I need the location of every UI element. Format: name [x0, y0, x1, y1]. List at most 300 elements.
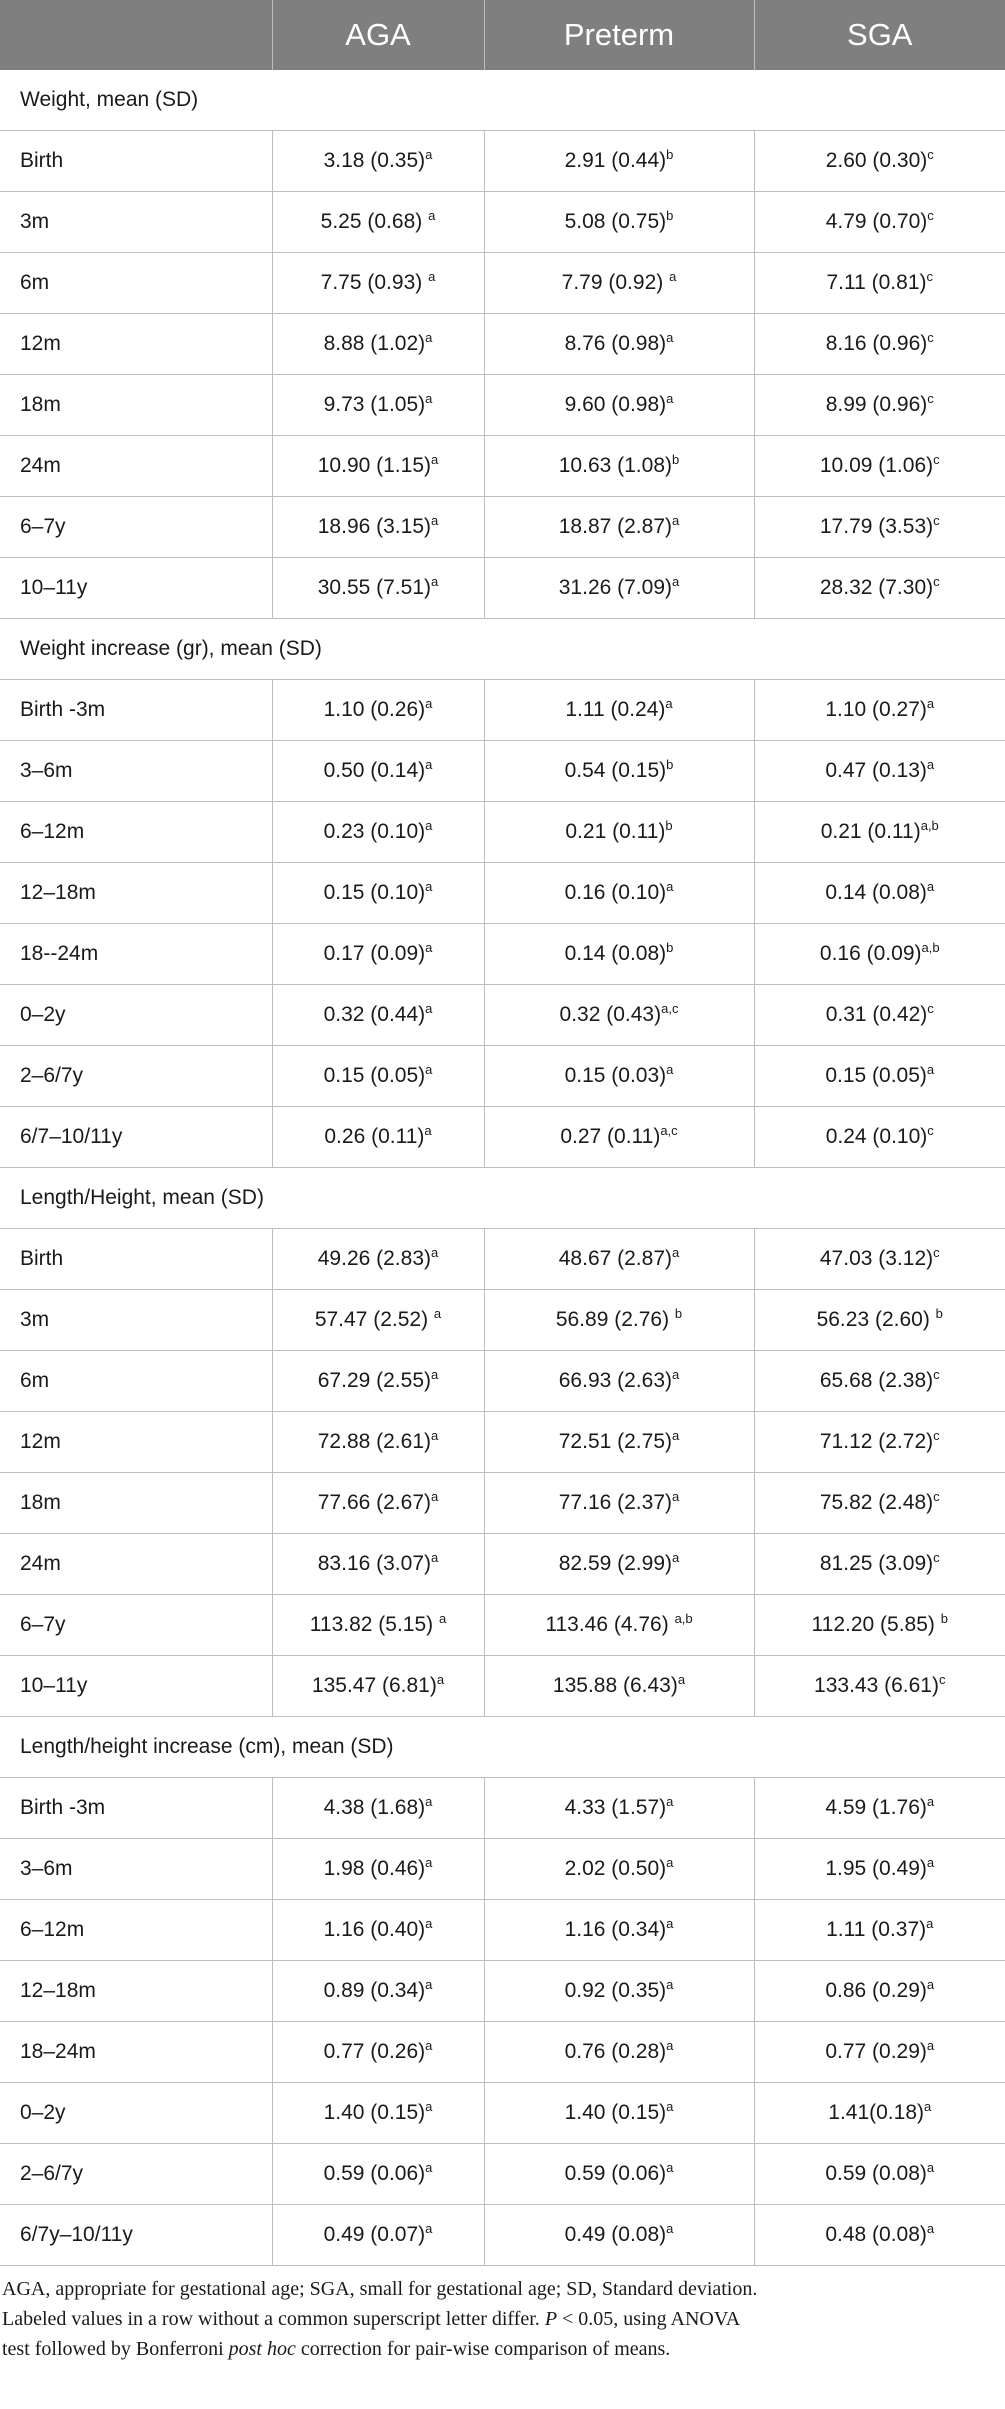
footnote-significance: Labeled values in a row without a common superscript letter differ. P < 0.05, using ANOVA [2, 2308, 741, 2330]
table-row [0, 985, 1005, 1046]
cell-superscript: c [933, 1367, 940, 1382]
cell-superscript: c [933, 1428, 940, 1443]
cell-value: 0.15 (0.10) [323, 881, 426, 904]
table-row [0, 680, 1005, 741]
cell-superscript: b [666, 208, 674, 223]
cell-value: 5.08 (0.75) [564, 210, 667, 233]
table-cell [484, 253, 754, 314]
table-row [0, 1778, 1005, 1839]
row-label: 18m [0, 1473, 272, 1534]
cell-value: 0.15 (0.03) [564, 1064, 667, 1087]
table-cell [272, 1595, 484, 1656]
cell-value: 4.59 (1.76) [825, 1796, 927, 1819]
cell-value: 82.59 (2.99) [558, 1552, 672, 1575]
cell-superscript: a [425, 147, 433, 162]
table-cell [484, 924, 754, 985]
cell-superscript: a [666, 391, 674, 406]
cell-superscript: a [425, 2099, 433, 2114]
cell-value: 47.03 (3.12) [819, 1247, 934, 1270]
cell-superscript: a [926, 2160, 935, 2175]
table-row [0, 924, 1005, 985]
cell-superscript: a [672, 1550, 680, 1565]
cell-value: 7.75 (0.93) [320, 271, 429, 294]
table-cell [272, 1351, 484, 1412]
cell-value: 65.68 (2.38) [819, 1369, 934, 1392]
cell-value: 0.27 (0.11) [560, 1125, 661, 1148]
table-cell [484, 1961, 754, 2022]
cell-superscript: a [666, 2160, 674, 2175]
table-cell [754, 2144, 1005, 2205]
cell-value: 1.10 (0.27) [825, 698, 927, 721]
cell-superscript: a [666, 330, 674, 345]
table-cell [484, 1107, 754, 1168]
row-label: Birth [0, 1229, 272, 1290]
cell-superscript: a [666, 1916, 674, 1931]
cell-value: 1.40 (0.15) [564, 2101, 667, 2124]
cell-value: 133.43 (6.61) [814, 1674, 939, 1697]
cell-value: 5.25 (0.68) [320, 210, 429, 233]
cell-value: 135.88 (6.43) [552, 1674, 678, 1697]
cell-value: 0.86 (0.29) [825, 1979, 927, 2002]
cell-value: 0.92 (0.35) [564, 1979, 667, 2002]
cell-value: 0.48 (0.08) [825, 2223, 927, 2246]
cell-value: 1.41(0.18) [828, 2101, 924, 2124]
cell-superscript: a [926, 1062, 935, 1077]
table-cell [754, 985, 1005, 1046]
table-cell [484, 1473, 754, 1534]
table-cell [484, 1839, 754, 1900]
cell-superscript: a [926, 1794, 935, 1809]
cell-value: 0.32 (0.44) [323, 1003, 426, 1026]
row-label: Birth -3m [0, 1778, 272, 1839]
row-label: 12–18m [0, 1961, 272, 2022]
cell-superscript: a [425, 1916, 433, 1931]
table-row [0, 192, 1005, 253]
cell-value: 0.59 (0.06) [564, 2162, 667, 2185]
table-cell [272, 253, 484, 314]
cell-superscript: a [433, 1306, 442, 1321]
table-cell [754, 1229, 1005, 1290]
cell-superscript: a [438, 1611, 447, 1626]
cell-value: 113.46 (4.76) [545, 1613, 675, 1636]
cell-value: 30.55 (7.51) [317, 576, 431, 599]
table-cell [272, 2083, 484, 2144]
table-cell [484, 1656, 754, 1717]
cell-superscript: a [677, 1672, 686, 1687]
cell-superscript: a [425, 2038, 433, 2053]
cell-superscript: b [940, 1611, 948, 1626]
row-label: 3m [0, 1290, 272, 1351]
cell-superscript: a [666, 1977, 674, 1992]
table-row [0, 2144, 1005, 2205]
table-cell [754, 924, 1005, 985]
cell-superscript: a [425, 1977, 433, 1992]
table-row [0, 741, 1005, 802]
header-aga: AGA [272, 0, 484, 70]
cell-value: 1.16 (0.40) [323, 1918, 426, 1941]
table-cell [754, 1778, 1005, 1839]
table-cell [484, 1900, 754, 1961]
table-cell [484, 1534, 754, 1595]
cell-superscript: c [926, 269, 933, 284]
table-cell [754, 558, 1005, 619]
cell-superscript: a [425, 1001, 433, 1016]
cell-superscript: a [666, 2221, 674, 2236]
cell-value: 9.73 (1.05) [323, 393, 426, 416]
table-cell [754, 1900, 1005, 1961]
cell-value: 66.93 (2.63) [558, 1369, 672, 1392]
cell-superscript: c [938, 1672, 946, 1687]
cell-value: 0.54 (0.15) [564, 759, 667, 782]
table-cell [272, 436, 484, 497]
table-cell [272, 1900, 484, 1961]
table-cell [754, 1595, 1005, 1656]
cell-value: 77.66 (2.67) [317, 1491, 431, 1514]
table-row [0, 1656, 1005, 1717]
table-cell [484, 436, 754, 497]
cell-superscript: c [933, 1245, 940, 1260]
cell-value: 9.60 (0.98) [564, 393, 667, 416]
row-label: 3m [0, 192, 272, 253]
cell-value: 112.20 (5.85) [811, 1613, 941, 1636]
row-label: 0–2y [0, 2083, 272, 2144]
table-cell [272, 1961, 484, 2022]
cell-value: 71.12 (2.72) [819, 1430, 934, 1453]
row-label: 6–7y [0, 1595, 272, 1656]
cell-superscript: a [431, 513, 439, 528]
cell-value: 0.77 (0.29) [825, 2040, 927, 2063]
row-label: 10–11y [0, 1656, 272, 1717]
table-cell [272, 924, 484, 985]
footnote-abbreviations: AGA, appropriate for gestational age; SGA, small for gestational age; SD, Standard deviation. [2, 2278, 758, 2300]
cell-value: 56.89 (2.76) [555, 1308, 675, 1331]
row-label: 18–24m [0, 2022, 272, 2083]
table-cell [484, 1351, 754, 1412]
cell-value: 0.16 (0.10) [564, 881, 667, 904]
cell-value: 0.59 (0.08) [825, 2162, 927, 2185]
table-cell [484, 741, 754, 802]
cell-superscript: a [431, 574, 439, 589]
cell-value: 0.47 (0.13) [825, 759, 927, 782]
cell-superscript: a [926, 696, 935, 711]
header-sga: SGA [754, 0, 1005, 70]
cell-superscript: a [926, 879, 935, 894]
table-cell [484, 1046, 754, 1107]
cell-superscript: a [425, 2160, 433, 2175]
cell-superscript: a,c [660, 1123, 678, 1138]
cell-superscript: a [431, 1489, 439, 1504]
cell-value: 0.24 (0.10) [825, 1125, 928, 1148]
cell-value: 56.23 (2.60) [816, 1308, 936, 1331]
cell-value: 18.96 (3.15) [317, 515, 431, 538]
cell-superscript: a [666, 2038, 674, 2053]
row-label: 0–2y [0, 985, 272, 1046]
table-cell [272, 131, 484, 192]
cell-value: 0.89 (0.34) [323, 1979, 426, 2002]
table-cell [484, 802, 754, 863]
cell-superscript: a [425, 330, 433, 345]
cell-value: 4.79 (0.70) [825, 210, 928, 233]
table-row [0, 1351, 1005, 1412]
table-cell [484, 2083, 754, 2144]
table-cell [484, 1290, 754, 1351]
table-cell [272, 985, 484, 1046]
table-cell [272, 497, 484, 558]
cell-superscript: a [672, 574, 680, 589]
cell-value: 0.32 (0.43) [559, 1003, 662, 1026]
row-label: 24m [0, 1534, 272, 1595]
table-cell [272, 802, 484, 863]
cell-superscript: c [927, 1001, 934, 1016]
row-label: 12–18m [0, 863, 272, 924]
table-cell [484, 375, 754, 436]
table-cell [484, 192, 754, 253]
cell-superscript: a [428, 269, 436, 284]
cell-superscript: a [428, 208, 436, 223]
table-cell [484, 680, 754, 741]
cell-value: 72.88 (2.61) [317, 1430, 431, 1453]
cell-superscript: c [927, 208, 934, 223]
row-label: 2–6/7y [0, 2144, 272, 2205]
cell-superscript: c [927, 391, 934, 406]
table-row [0, 802, 1005, 863]
table-body [0, 70, 1005, 2266]
cell-superscript: a [425, 1794, 433, 1809]
table-row [0, 1290, 1005, 1351]
section-row [0, 70, 1005, 131]
cell-value: 0.59 (0.06) [323, 2162, 426, 2185]
cell-value: 0.49 (0.08) [564, 2223, 667, 2246]
row-label: 18--24m [0, 924, 272, 985]
cell-value: 0.17 (0.09) [323, 942, 426, 965]
cell-value: 10.09 (1.06) [819, 454, 934, 477]
table-cell [272, 1229, 484, 1290]
table-cell [754, 1839, 1005, 1900]
table-row [0, 436, 1005, 497]
cell-superscript: c [933, 513, 940, 528]
table-cell [754, 1351, 1005, 1412]
cell-superscript: b [674, 1306, 683, 1321]
table-cell [754, 375, 1005, 436]
cell-value: 0.15 (0.05) [825, 1064, 927, 1087]
table-cell [754, 741, 1005, 802]
table-row [0, 1595, 1005, 1656]
cell-superscript: a [926, 1916, 934, 1931]
row-label: 3–6m [0, 741, 272, 802]
cell-superscript: a [425, 696, 433, 711]
cell-value: 72.51 (2.75) [558, 1430, 672, 1453]
table-cell [484, 314, 754, 375]
table-cell [272, 1107, 484, 1168]
cell-superscript: a [926, 2221, 935, 2236]
cell-value: 0.76 (0.28) [564, 2040, 667, 2063]
cell-superscript: a [425, 391, 433, 406]
table-cell [272, 1412, 484, 1473]
cell-value: 1.10 (0.26) [323, 698, 426, 721]
cell-value: 135.47 (6.81) [311, 1674, 437, 1697]
table-cell [484, 497, 754, 558]
table-cell [754, 2022, 1005, 2083]
row-label: 6m [0, 1351, 272, 1412]
table-cell [272, 1473, 484, 1534]
table-row [0, 1412, 1005, 1473]
table-row [0, 253, 1005, 314]
table-cell [754, 680, 1005, 741]
table-cell [754, 314, 1005, 375]
cell-superscript: a [425, 1062, 433, 1077]
cell-superscript: c [933, 1489, 940, 1504]
cell-value: 0.49 (0.07) [323, 2223, 426, 2246]
cell-value: 10.90 (1.15) [317, 454, 431, 477]
cell-superscript: a [672, 1245, 680, 1260]
cell-superscript: a [666, 879, 674, 894]
cell-value: 8.88 (1.02) [323, 332, 426, 355]
cell-value: 0.15 (0.05) [323, 1064, 426, 1087]
header-preterm: Preterm [484, 0, 754, 70]
row-label: 6–12m [0, 802, 272, 863]
table-row [0, 131, 1005, 192]
cell-superscript: a [672, 1367, 680, 1382]
cell-value: 4.33 (1.57) [564, 1796, 667, 1819]
table-cell [484, 985, 754, 1046]
cell-value: 31.26 (7.09) [558, 576, 672, 599]
table-cell [754, 1473, 1005, 1534]
table-row [0, 558, 1005, 619]
cell-superscript: c [927, 1123, 934, 1138]
cell-value: 1.98 (0.46) [323, 1857, 426, 1880]
table-row [0, 375, 1005, 436]
table-row [0, 2022, 1005, 2083]
cell-value: 0.14 (0.08) [564, 942, 667, 965]
cell-superscript: b [666, 147, 674, 162]
table-cell [754, 1656, 1005, 1717]
table-cell [272, 1656, 484, 1717]
table-row [0, 1534, 1005, 1595]
table-cell [484, 863, 754, 924]
table-row [0, 1046, 1005, 1107]
table-cell [754, 1961, 1005, 2022]
table-cell [754, 436, 1005, 497]
cell-value: 7.79 (0.92) [561, 271, 670, 294]
table-cell [272, 375, 484, 436]
table-cell [484, 1229, 754, 1290]
table-cell [484, 131, 754, 192]
cell-value: 2.60 (0.30) [825, 149, 928, 172]
table-cell [272, 2205, 484, 2266]
cell-value: 0.14 (0.08) [825, 881, 927, 904]
table-row [0, 1900, 1005, 1961]
cell-superscript: a [425, 1855, 433, 1870]
cell-value: 0.31 (0.42) [825, 1003, 928, 1026]
cell-superscript: a [672, 513, 680, 528]
cell-superscript: b [935, 1306, 943, 1321]
cell-superscript: a [924, 2099, 932, 2114]
table-cell [754, 253, 1005, 314]
row-label: 6/7y–10/11y [0, 2205, 272, 2266]
cell-value: 0.21 (0.11) [820, 820, 921, 843]
cell-superscript: a [666, 1794, 674, 1809]
row-label: Birth [0, 131, 272, 192]
cell-value: 0.50 (0.14) [323, 759, 426, 782]
cell-superscript: b [672, 452, 680, 467]
row-label: 12m [0, 314, 272, 375]
table-row [0, 2205, 1005, 2266]
table-cell [754, 802, 1005, 863]
table-cell [754, 1534, 1005, 1595]
cell-superscript: b [666, 757, 674, 772]
cell-value: 77.16 (2.37) [558, 1491, 672, 1514]
cell-superscript: a [926, 1855, 935, 1870]
cell-value: 0.16 (0.09) [819, 942, 922, 965]
cell-superscript: c [927, 147, 934, 162]
cell-value: 0.26 (0.11) [324, 1125, 425, 1148]
section-row [0, 619, 1005, 680]
table-cell [484, 2022, 754, 2083]
cell-superscript: a [672, 1428, 680, 1443]
footnote-method: test followed by Bonferroni post hoc correction for pair-wise comparison of means. [2, 2338, 671, 2360]
cell-superscript: a [431, 1550, 439, 1565]
section-title: Length/height increase (cm), mean (SD) [0, 1717, 1005, 1778]
cell-superscript: a,b [921, 940, 940, 955]
cell-superscript: b [665, 818, 673, 833]
table-cell [754, 863, 1005, 924]
table-cell [272, 1778, 484, 1839]
cell-value: 10.63 (1.08) [558, 454, 672, 477]
table-cell [754, 497, 1005, 558]
cell-superscript: a [436, 1672, 445, 1687]
cell-superscript: a [926, 1977, 935, 1992]
cell-value: 81.25 (3.09) [819, 1552, 934, 1575]
row-label: 2–6/7y [0, 1046, 272, 1107]
table-cell [272, 741, 484, 802]
cell-superscript: a [926, 2038, 935, 2053]
cell-value: 49.26 (2.83) [317, 1247, 431, 1270]
table-cell [272, 192, 484, 253]
table-cell [272, 1839, 484, 1900]
table-cell [754, 131, 1005, 192]
header-label [0, 0, 272, 70]
table-cell [272, 558, 484, 619]
cell-superscript: a,b [920, 818, 939, 833]
table-cell [484, 1595, 754, 1656]
table-row [0, 314, 1005, 375]
section-title: Weight increase (gr), mean (SD) [0, 619, 1005, 680]
row-label: 12m [0, 1412, 272, 1473]
cell-superscript: a [665, 696, 673, 711]
cell-value: 48.67 (2.87) [558, 1247, 672, 1270]
table-cell [754, 2205, 1005, 2266]
cell-value: 28.32 (7.30) [819, 576, 934, 599]
cell-value: 113.82 (5.15) [309, 1613, 439, 1636]
table-row [0, 1229, 1005, 1290]
cell-value: 1.11 (0.37) [826, 1918, 927, 1941]
table-row [0, 1839, 1005, 1900]
table-cell [754, 2083, 1005, 2144]
section-title: Weight, mean (SD) [0, 70, 1005, 131]
table-cell [484, 1778, 754, 1839]
row-label: 18m [0, 375, 272, 436]
cell-superscript: a,c [661, 1001, 679, 1016]
table-cell [484, 1412, 754, 1473]
table-cell [272, 314, 484, 375]
cell-superscript: c [927, 330, 934, 345]
cell-superscript: b [666, 940, 674, 955]
table-cell [484, 2205, 754, 2266]
cell-value: 83.16 (3.07) [317, 1552, 431, 1575]
cell-value: 57.47 (2.52) [314, 1308, 434, 1331]
cell-value: 0.21 (0.11) [565, 820, 666, 843]
table-cell [754, 1412, 1005, 1473]
